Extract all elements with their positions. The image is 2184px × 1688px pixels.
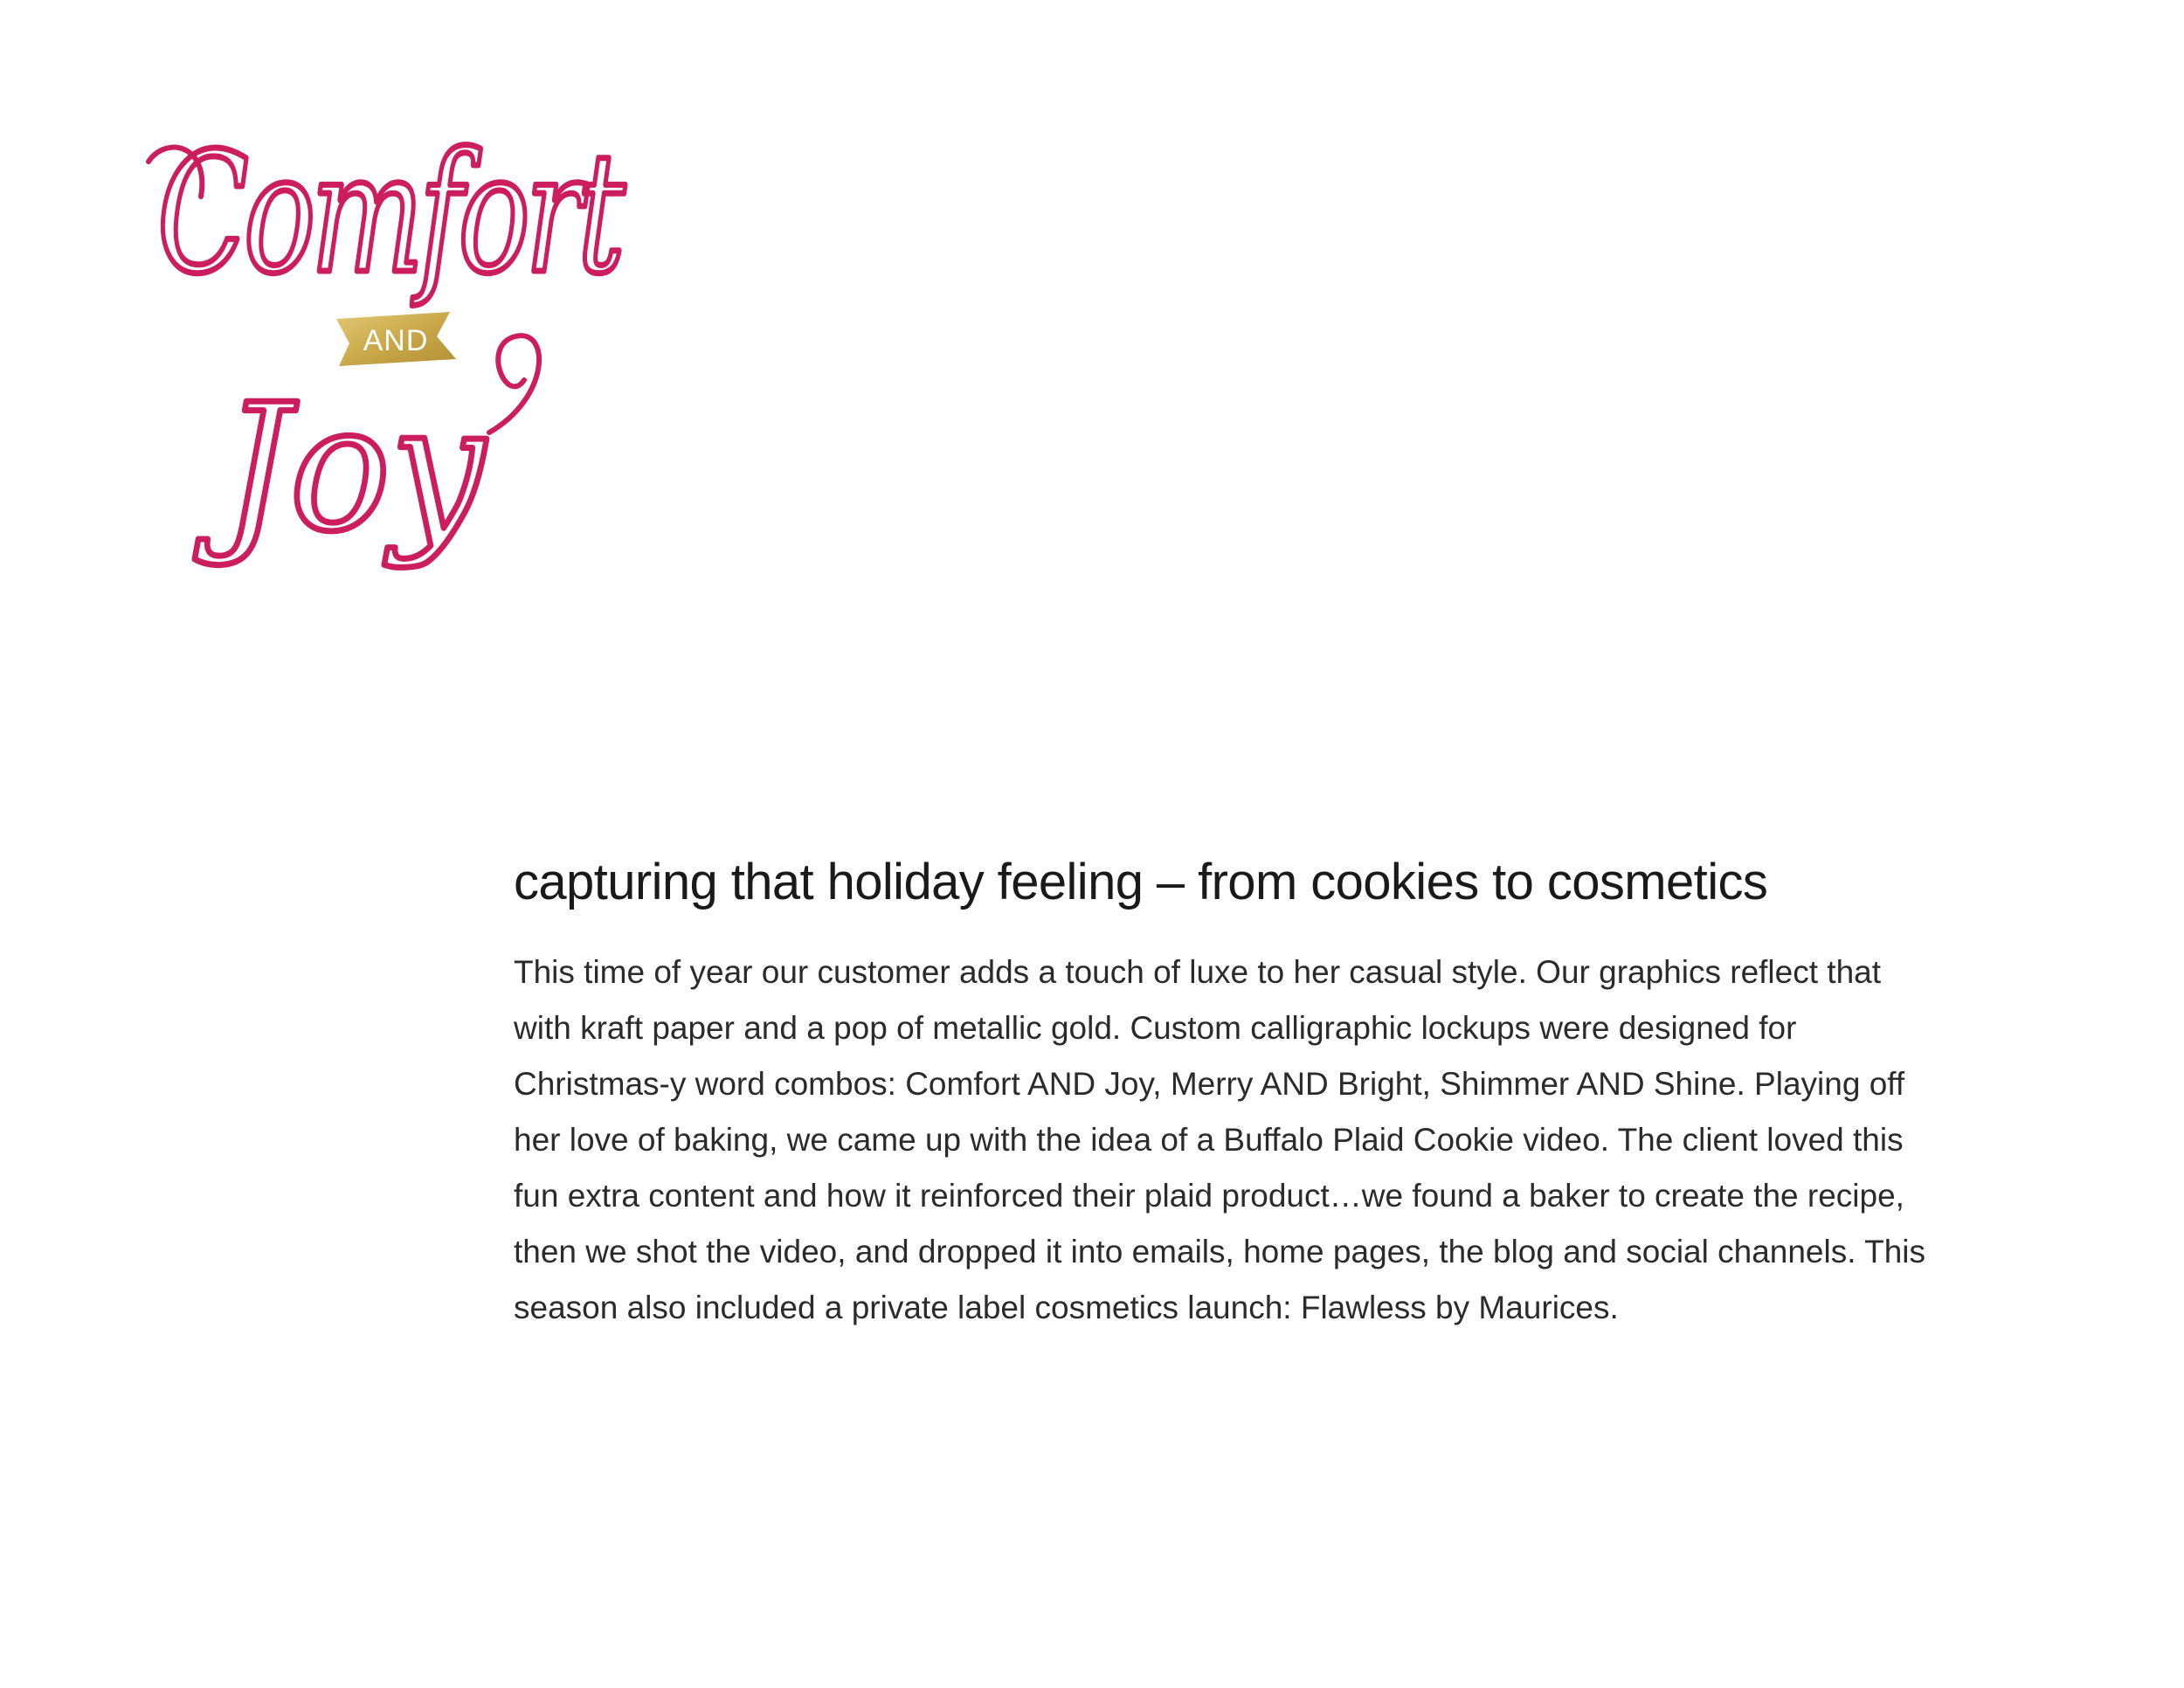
ribbon-label: AND bbox=[363, 324, 429, 357]
logo-line2: Joy bbox=[194, 367, 487, 571]
body-paragraph: This time of year our customer adds a touch of luxe to her casual style. Our graphics reflect that with kraft paper and a pop of metallic gold. Custom calligraphic lockups were designed for Christmas-y word combos: Comfort AND Joy, Merry AND Bright, Shimmer AND Shine. Playing off her love of baking, we came up with the idea of a Buffalo Plaid Cookie video. The client loved this fun extra content and how it reinforced their plaid product…we found a baker to create the recipe, then we shot the video, and dropped it into emails, home pages, the blog and social channels. This season also included a private label cosmetics launch: Flawless by Maurices. bbox=[514, 954, 1926, 1325]
comfort-and-joy-logo bbox=[140, 117, 638, 571]
logo-line1: Comfort bbox=[157, 117, 626, 310]
and-ribbon bbox=[336, 312, 456, 366]
logo-artwork bbox=[140, 117, 638, 571]
headline: capturing that holiday feeling – from cookies to cosmetics bbox=[514, 854, 1768, 910]
main-content bbox=[514, 852, 1946, 1336]
joy-tail-swash bbox=[489, 336, 539, 432]
